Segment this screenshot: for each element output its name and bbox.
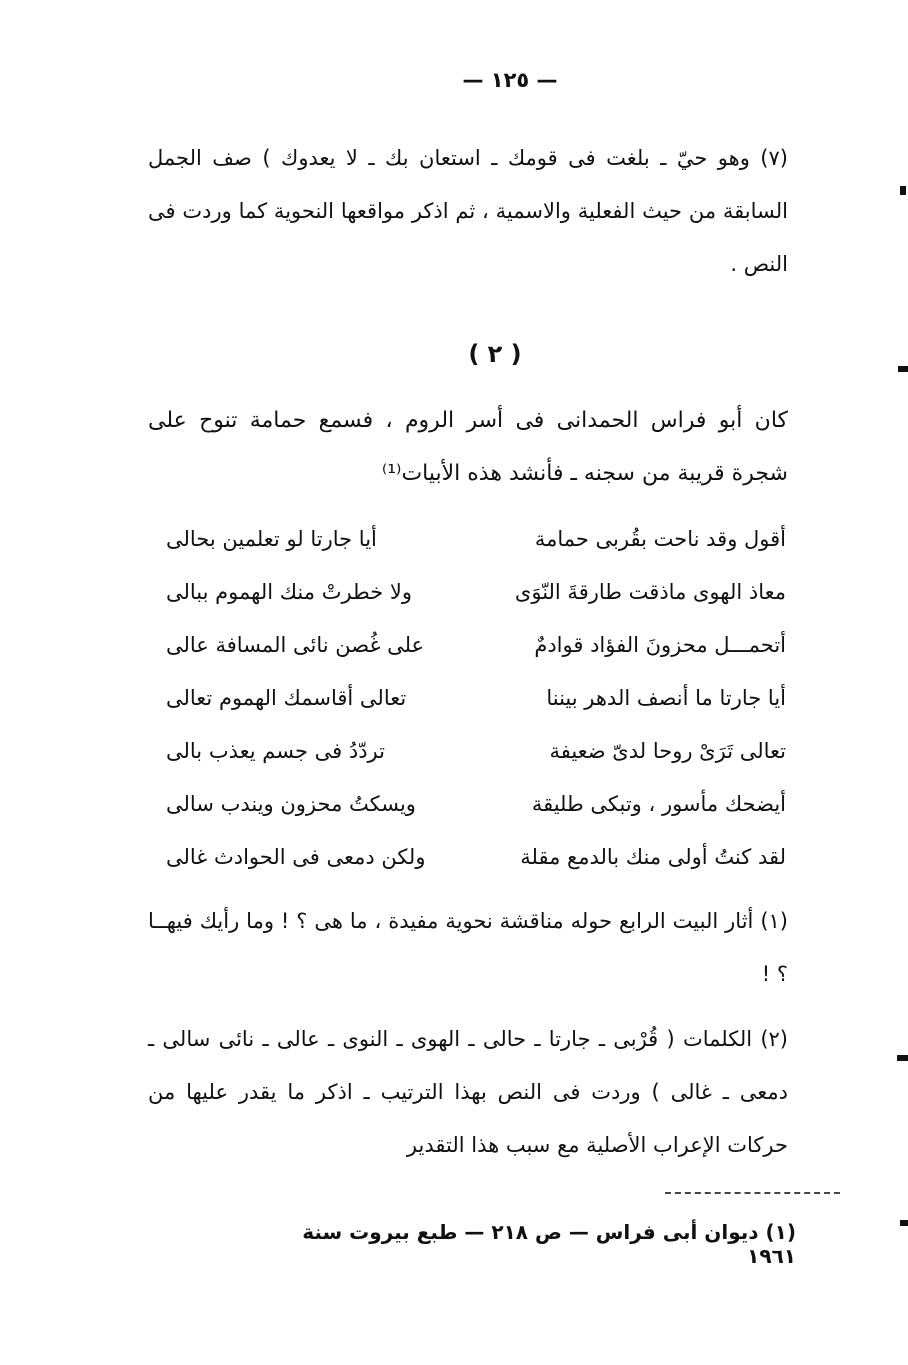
verse-second-hemistich: ولا خطرتْ منك الهموم ببالى bbox=[166, 580, 413, 604]
footnote-separator bbox=[665, 1192, 840, 1194]
verse-first-hemistich: أقول وقد ناحت بقُربى حمامة bbox=[534, 527, 786, 551]
verse-second-hemistich: أيا جارتا لو تعلمين بحالى bbox=[166, 527, 377, 551]
verse bbox=[166, 778, 786, 831]
verse-second-hemistich: تردّدُ فى جسم يعذب بالى bbox=[166, 739, 385, 763]
verse-first-hemistich: معاذ الهوى ماذقت طارقةَ النّوَى bbox=[514, 580, 786, 604]
verse bbox=[166, 566, 786, 619]
page-number: — ١٢٥ — bbox=[462, 68, 558, 92]
verse bbox=[166, 831, 786, 884]
exercise-7: (٧) وهو حيّ ـ بلغت فى قومك ـ استعان بك ـ لا يعدوك ) صف الجمل السابقة من حيث الفعلية والاسمية ، ثم اذكر مواقعها النحوية كما وردت فى النص . bbox=[148, 146, 788, 276]
verse-second-hemistich: ويسكتُ محزون ويندب سالى bbox=[166, 792, 416, 816]
verse bbox=[166, 513, 786, 566]
footnote: (١) ديوان أبى فراس — ص ٢١٨ — طبع بيروت سنة ١٩٦١ bbox=[302, 1220, 796, 1268]
verse-first-hemistich: أتحمـــل محزونَ الفؤاد قوادمٌ bbox=[534, 633, 786, 657]
verse-first-hemistich: تعالى تَرَىْ روحا لدىّ ضعيفة bbox=[549, 739, 786, 763]
binding-mark bbox=[897, 1055, 908, 1061]
verse-first-hemistich: أيضحك مأسور ، وتبكى طليقة bbox=[531, 792, 786, 816]
binding-mark bbox=[898, 366, 908, 372]
poem-introduction: كان أبو فراس الحمدانى فى أسر الروم ، فسمع حمامة تنوح على شجرة قريبة من سجنه ـ فأنشد هذه الأبيات⁽¹⁾ bbox=[148, 408, 788, 486]
verse bbox=[166, 725, 786, 778]
verse-second-hemistich: تعالى أقاسمك الهموم تعالى bbox=[166, 686, 407, 710]
verse bbox=[166, 619, 786, 672]
section-number: ( ٢ ) bbox=[468, 340, 522, 368]
poem bbox=[166, 513, 786, 884]
binding-mark bbox=[900, 1220, 908, 1226]
verse-first-hemistich: أيا جارتا ما أنصف الدهر بيننا bbox=[546, 686, 786, 710]
verse-second-hemistich: على غُصن نائى المسافة عالى bbox=[166, 633, 425, 657]
binding-mark bbox=[900, 186, 906, 195]
verse-first-hemistich: لقد كنتُ أولى منك بالدمع مقلة bbox=[520, 845, 786, 869]
question-1: (١) أثار البيت الرابع حوله مناقشة نحوية مفيدة ، ما هى ؟ ! وما رأيك فيهــا ؟ ! bbox=[148, 909, 788, 986]
verse bbox=[166, 672, 786, 725]
verse-second-hemistich: ولكن دمعى فى الحوادث غالى bbox=[166, 845, 426, 869]
question-2: (٢) الكلمات ( قُرْبى ـ جارتا ـ حالى ـ الهوى ـ النوى ـ عالى ـ نائى سالى ـ دمعى ـ غالى ) وردت فى النص بهذا الترتيب ـ اذكر ما يقدر عليها من حركات الإعراب الأصلية مع سبب هذا التقدير bbox=[148, 1027, 788, 1157]
